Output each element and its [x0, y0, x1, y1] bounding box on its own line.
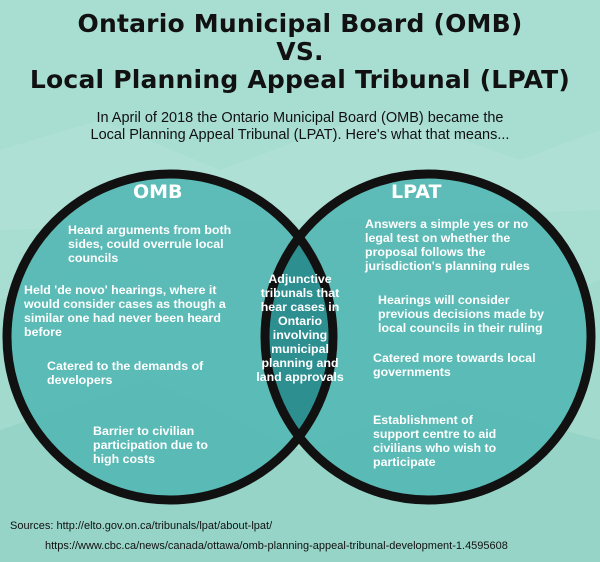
title-line-3: Local Planning Appeal Tribunal (LPAT)	[29, 65, 571, 94]
omb-item-4: Barrier to civilian participation due to high costs	[93, 424, 208, 466]
sources-line-1: Sources: http://elto.gov.on.ca/tribunals/lpat/about-lpat/	[10, 520, 273, 532]
shared-item: Adjunctive tribunals that hear cases in Ontario involving municipal planning and land approvals	[256, 272, 344, 384]
title-line-1: Ontario Municipal Board (OMB)	[77, 9, 523, 38]
omb-item-2: Held 'de novo' hearings, where it would consider cases as though a similar one had never been heard before	[24, 283, 226, 339]
lpat-item-3: Catered more towards local governments	[373, 351, 536, 379]
title-line-2: VS.	[276, 37, 324, 66]
intro-line-1: In April of 2018 the Ontario Municipal Board (OMB) became the	[96, 110, 504, 126]
omb-item-1: Heard arguments from both sides, could overrule local councils	[68, 223, 232, 265]
omb-label: OMB	[133, 181, 183, 203]
sources-line-2: https://www.cbc.ca/news/canada/ottawa/omb-planning-appeal-tribunal-development-1.4595608	[45, 540, 508, 552]
lpat-label: LPAT	[391, 181, 442, 203]
lpat-item-4: Establishment of support centre to aid civilians who wish to participate	[373, 413, 497, 469]
intro-line-2: Local Planning Appeal Tribunal (LPAT). Here's what that means...	[90, 127, 510, 143]
lpat-item-1: Answers a simple yes or no legal test on whether the proposal follows the jurisdiction's planning rules	[365, 217, 530, 273]
omb-item-3: Catered to the demands of developers	[47, 359, 204, 387]
lpat-item-2: Hearings will consider previous decisions made by local councils in their ruling	[378, 293, 544, 335]
